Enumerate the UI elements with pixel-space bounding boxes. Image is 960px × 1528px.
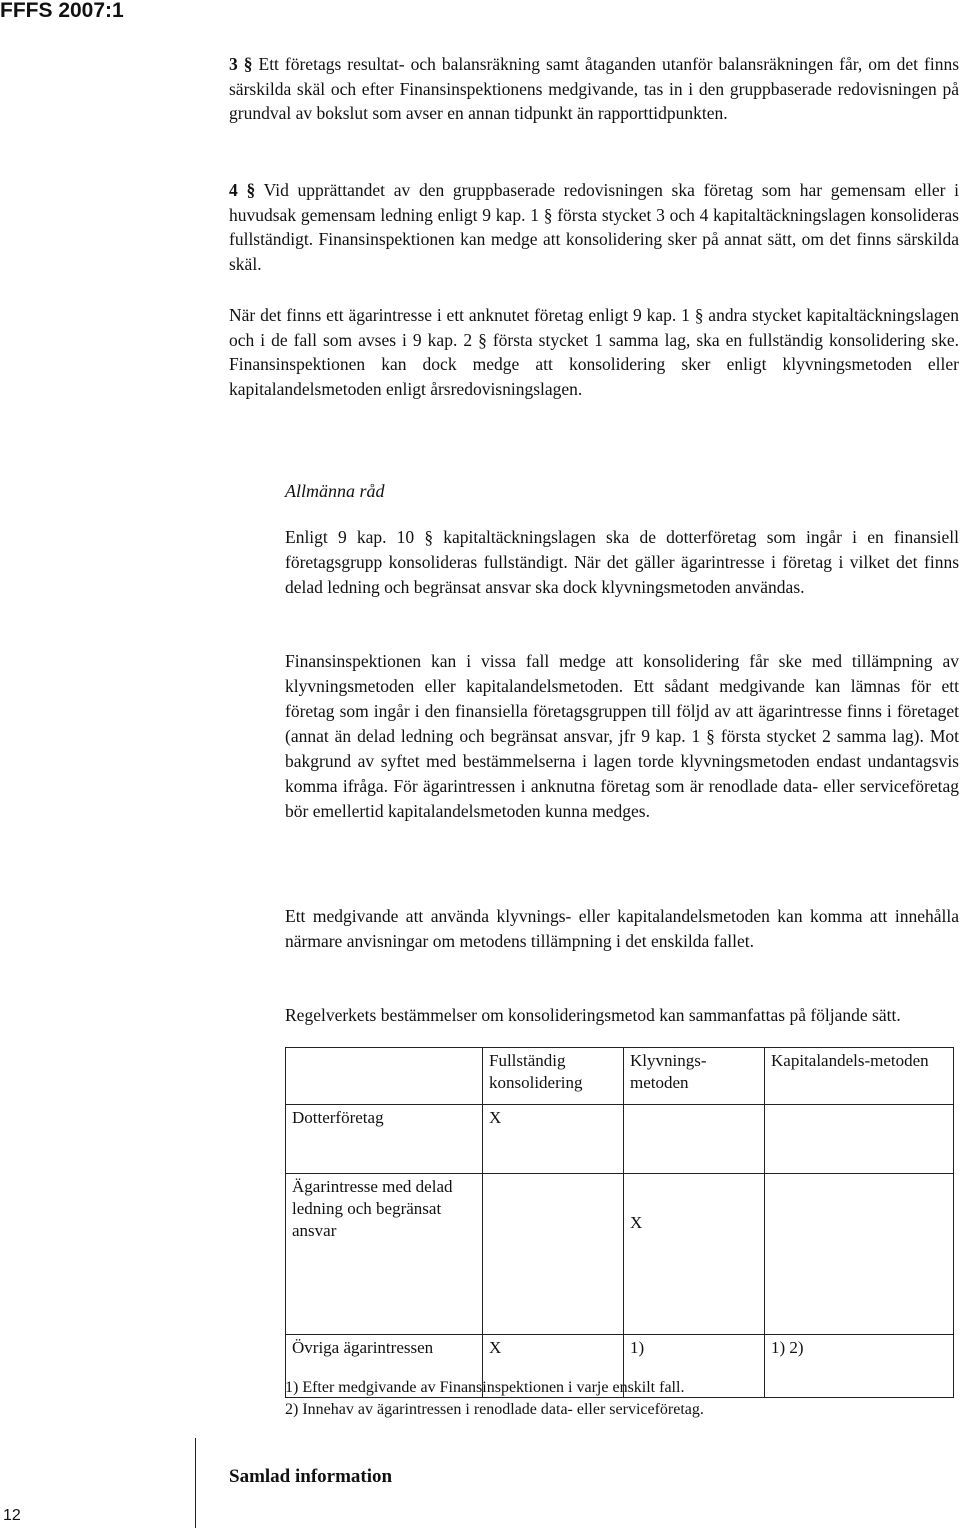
table-cell [483, 1174, 624, 1335]
table-cell [624, 1105, 765, 1174]
running-title: FFFS 2007:1 [0, 0, 124, 22]
paragraph-text: Vid upprättandet av den gruppbaserade redovisningen ska företag som har gemensam eller i huvudsak gemensam ledning enligt 9 kap. 1 § första stycket 3 och 4 kapitaltäckningslagen konsolideras fullständigt. Finansinspektionen kan medge att konsolidering sker på annat sätt, om det finns särskilda skäl. [229, 180, 959, 274]
general-advice-title: Allmänna råd [285, 481, 385, 501]
consolidation-method-table [285, 1047, 954, 1398]
table-cell [765, 1105, 954, 1174]
table-row [286, 1174, 954, 1335]
table-cell: X [624, 1174, 765, 1335]
advice-paragraph-1: Enligt 9 kap. 10 § kapitaltäckningslagen ska de dotterföretag som ingår i en finansiell företagsgrupp konsolideras fullständigt. När det gäller ägarintresse i företag i vilket det finns delad ledning och begränsat ansvar ska dock klyvningsmetoden användas. [285, 527, 959, 597]
table-row-label: Ägarintresse med delad ledning och begränsat ansvar [286, 1174, 483, 1335]
advice-paragraph-3: Ett medgivande att använda klyvnings- eller kapitalandelsmetoden kan komma att innehålla närmare anvisningar om metodens tillämpning i det enskilda fallet. [285, 906, 959, 951]
table-row [286, 1105, 954, 1174]
footnotes [285, 1377, 704, 1421]
footnote: 1) Efter medgivande av Finansinspektionen i varje enskilt fall. [285, 1379, 685, 1396]
paragraph-3 [229, 52, 959, 126]
table-cell: X [483, 1335, 624, 1398]
table-row-label: Dotterföretag [286, 1105, 483, 1174]
table-header-cell: Kapitalandels-metoden [765, 1048, 954, 1105]
footnote: 2) Innehav av ägarintressen i renodlade data- eller serviceföretag. [285, 1401, 704, 1418]
table-cell: 1) 2) [765, 1335, 954, 1398]
paragraph-4-second: När det finns ett ägarintresse i ett anknutet företag enligt 9 kap. 1 § andra stycket kapitaltäckningslagen och i de fall som avses i 9 kap. 2 § första stycket 1 samma lag, ska en fullständig konsolidering ske. Finansinspektionen kan dock medge att konsolidering sker enligt klyvningsmetoden eller kapitalandelsmetoden enligt årsredovisningslagen. [229, 305, 959, 399]
margin-rule [195, 1438, 196, 1528]
paragraph-number: 4 § [229, 180, 256, 200]
table-cell [765, 1174, 954, 1335]
table-header-cell [286, 1048, 483, 1105]
table-header-row [286, 1048, 954, 1105]
paragraph-number: 3 § [229, 54, 253, 74]
paragraph-4 [229, 178, 959, 276]
table-cell: X [483, 1105, 624, 1174]
paragraph-text: Ett företags resultat- och balansräkning samt åtaganden utanför balansräkningen får, om det finns särskilda skäl och efter Finansinspektionens medgivande, tas in i den gruppbaserade redovisningen på grundval av bokslut som avser en annan tidpunkt än rapporttidpunkten. [229, 54, 960, 123]
table-header-cell: Klyvnings-metoden [624, 1048, 765, 1105]
table-cell: 1) [624, 1335, 765, 1398]
table-header-cell: Fullständig konsolidering [483, 1048, 624, 1105]
advice-paragraph-2: Finansinspektionen kan i vissa fall medge att konsolidering får ske med tillämpning av klyvningsmetoden eller kapitalandelsmetoden. Ett sådant medgivande kan lämnas för ett företag som ingår i den finansiella företagsgruppen till följd av att ägarintresse finns i företaget (annat än delad ledning och begränsat ansvar, jfr 9 kap. 1 § första stycket 2 samma lag). Mot bakgrund av syftet med bestämmelserna i lagen torde klyvningsmetoden endast undantagsvis komma ifråga. För ägarintressen i anknutna företag som är renodlade data- eller serviceföretag bör emellertid kapitalandelsmetoden kunna medges. [285, 651, 959, 821]
section-heading: Samlad information [229, 1466, 393, 1487]
table-row-label: Övriga ägarintressen [286, 1335, 483, 1398]
page-number: 12 [3, 1507, 21, 1524]
advice-paragraph-4: Regelverkets bestämmelser om konsolideringsmetod kan sammanfattas på följande sätt. [285, 1005, 901, 1025]
